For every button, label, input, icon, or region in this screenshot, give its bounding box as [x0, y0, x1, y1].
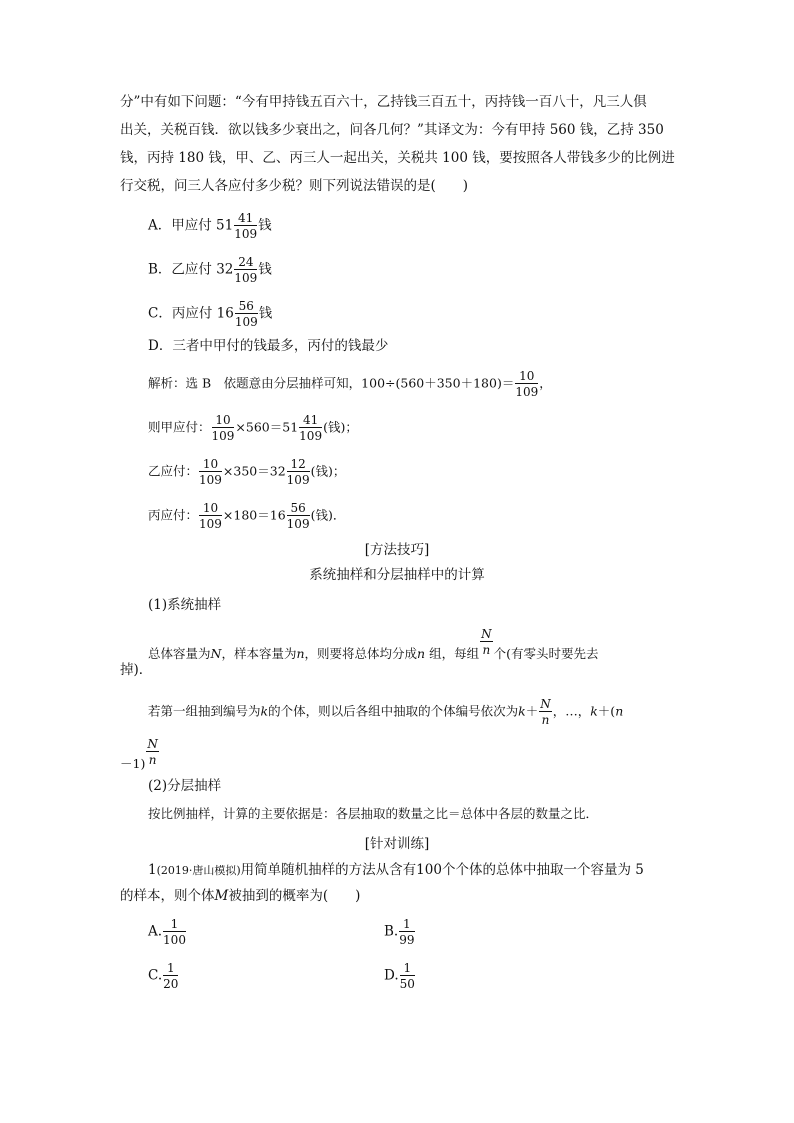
fraction: $\frac{12}{109}$ — [286, 457, 310, 487]
intro-line-3: 钱，丙持 180 钱，甲、乙、丙三人一起出关，关税共 100 钱，要按照各人带钱多少的比例进 — [120, 150, 675, 166]
fraction: $\frac{N}{n}$ — [481, 627, 492, 657]
solution-line-1: 解析：选 B 依题意由分层抽样可知，100÷(560＋350＋180)＝ $\frac{10}{109}$ ， — [148, 369, 552, 399]
method-paragraph-2-cont: －1) $\frac{N}{n}$ — [120, 737, 158, 771]
fraction: $\frac{41}{109}$ — [299, 413, 323, 443]
question-1-option-b: B. $\frac{1}{99}$ — [384, 917, 415, 947]
question-1-option-c: C. $\frac{1}{20}$ — [148, 961, 179, 991]
intro-line-1: 分”中有如下问题：“今有甲持钱五百六十，乙持钱三百五十，丙持钱一百八十，凡三人俱 — [120, 94, 647, 110]
fraction: $\frac{41}{109}$ — [234, 211, 258, 241]
fraction: $\frac{56}{109}$ — [234, 299, 258, 329]
fraction: $\frac{N}{n}$ — [147, 737, 158, 767]
question-1-option-d: D. $\frac{1}{50}$ — [384, 961, 415, 991]
method-sub-2: (2)分层抽样 — [148, 778, 222, 794]
method-paragraph-1: 总体容量为N，样本容量为n，则要将总体均分成n 组，每组 $\frac{N}{n}$ 个(有零头时要先去 — [148, 627, 599, 661]
intro-line-2: 出关，关税百钱．欲以钱多少衰出之，问各几何？”其译文为：今有甲持 560 钱，乙持 350 — [120, 122, 664, 138]
question-1-option-a: A. $\frac{1}{100}$ — [148, 917, 186, 947]
method-header: [方法技巧] — [364, 542, 430, 558]
fraction: $\frac{10}{109}$ — [211, 413, 235, 443]
fraction: $\frac{10}{109}$ — [199, 457, 222, 487]
solution-jia: 则甲应付： $\frac{10}{109}$ ×560＝51 $\frac{41}{109}$ (钱)； — [148, 413, 358, 443]
fraction: $\frac{10}{109}$ — [199, 501, 222, 531]
method-title: 系统抽样和分层抽样中的计算 — [309, 567, 485, 583]
method-paragraph-3: 按比例抽样，计算的主要依据是：各层抽取的数量之比＝总体中各层的数量之比． — [148, 806, 599, 821]
fraction: $\frac{1}{99}$ — [399, 917, 415, 947]
solution-bing: 丙应付： $\frac{10}{109}$ ×180＝16 $\frac{56}{109}$ (钱)． — [148, 501, 346, 531]
method-sub-1: (1)系统抽样 — [148, 597, 222, 613]
question-1-line-2: 的样本，则个体M被抽到的概率为( ) — [120, 888, 361, 904]
method-paragraph-2: 若第一组抽到编号为k的个体，则以后各组中抽取的个体编号依次为k＋ $\frac{N}{n}$ ，…，k＋(n — [148, 697, 624, 727]
fraction: $\frac{24}{109}$ — [234, 255, 258, 285]
training-header: [针对训练] — [364, 836, 430, 852]
method-paragraph-1-cont: 掉)． — [120, 662, 153, 678]
fraction: $\frac{1}{50}$ — [399, 961, 415, 991]
option-c: C．丙应付 16 $\frac{56}{109}$ 钱 — [148, 299, 273, 329]
fraction: $\frac{1}{20}$ — [163, 961, 179, 991]
fraction: $\frac{N}{n}$ — [540, 697, 551, 727]
fraction: $\frac{1}{100}$ — [163, 917, 186, 947]
fraction: $\frac{10}{109}$ — [515, 369, 539, 399]
option-d: D．三者中甲付的钱最多，丙付的钱最少 — [148, 338, 389, 354]
solution-yi: 乙应付： $\frac{10}{109}$ ×350＝32 $\frac{12}{109}$ (钱)； — [148, 457, 346, 487]
question-1-line-1: 1(2019·唐山模拟)用简单随机抽样的方法从含有100个个体的总体中抽取一个容量为 5 — [148, 862, 644, 878]
fraction: $\frac{56}{109}$ — [286, 501, 310, 531]
option-a: A．甲应付 51 $\frac{41}{109}$ 钱 — [148, 211, 272, 241]
intro-line-4: 行交税，问三人各应付多少税？则下列说法错误的是( ) — [120, 178, 469, 194]
option-b: B．乙应付 32 $\frac{24}{109}$ 钱 — [148, 255, 272, 285]
